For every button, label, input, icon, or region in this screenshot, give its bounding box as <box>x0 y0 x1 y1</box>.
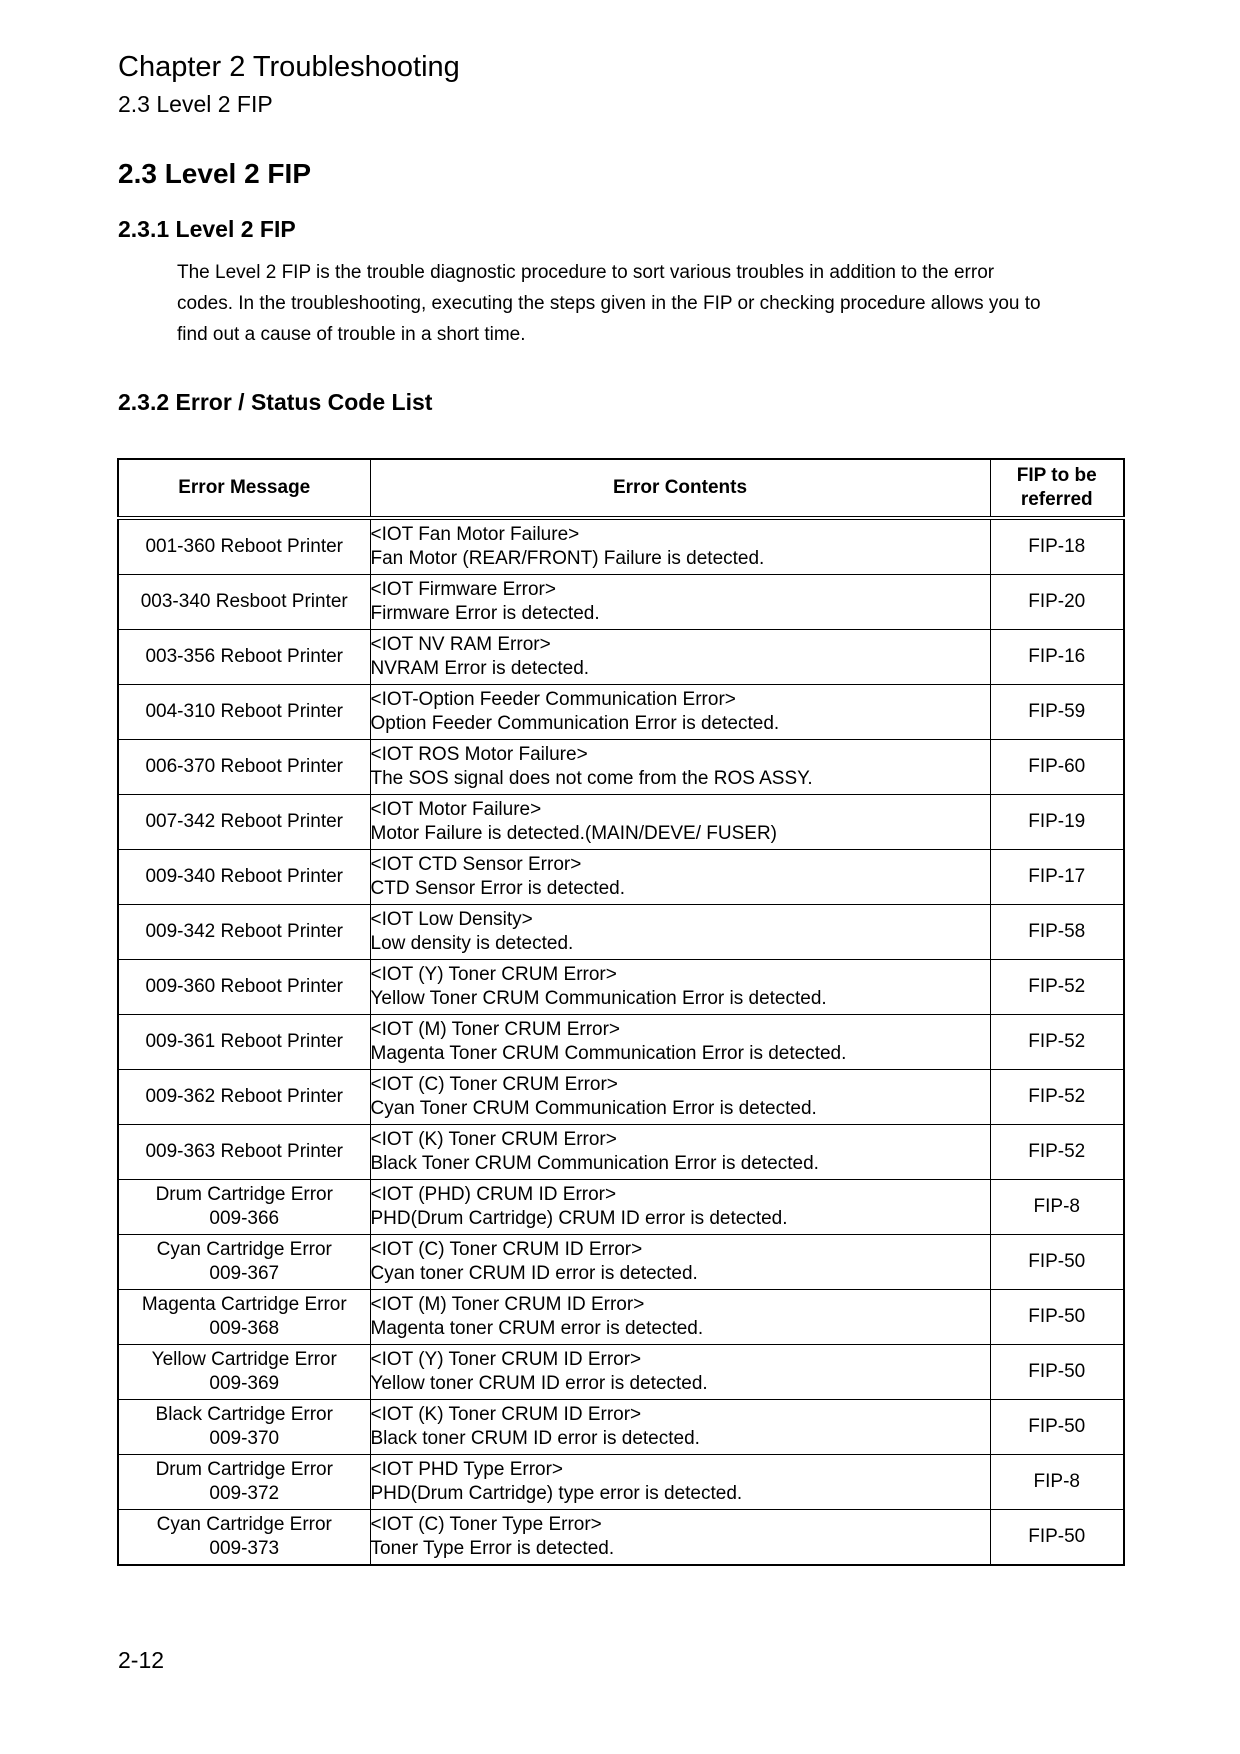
error-description: Black toner CRUM ID error is detected. <box>370 1428 700 1449</box>
error-message-text: 009-360 Reboot Printer <box>145 976 343 997</box>
chapter-section-subtitle: 2.3 Level 2 FIP <box>118 91 273 117</box>
error-description: Firmware Error is detected. <box>370 603 600 624</box>
error-message-text: 007-342 Reboot Printer <box>145 811 343 832</box>
error-description: Cyan Toner CRUM Communication Error is detected. <box>370 1098 817 1119</box>
chapter-title: Chapter 2 Troubleshooting <box>118 51 460 83</box>
error-code-name: <IOT (C) Toner Type Error> <box>370 1514 602 1535</box>
error-contents-cell <box>370 1400 990 1455</box>
table-row <box>118 1125 1124 1180</box>
table-row <box>118 1070 1124 1125</box>
error-message-cell <box>118 518 370 575</box>
table-row <box>118 1455 1124 1510</box>
fip-reference-cell: FIP-8 <box>990 1455 1124 1510</box>
error-message-cell <box>118 1510 370 1566</box>
error-contents-cell <box>370 740 990 795</box>
error-description: Toner Type Error is detected. <box>370 1538 615 1559</box>
table-row <box>118 740 1124 795</box>
table-body <box>118 518 1124 1565</box>
error-message-text: 006-370 Reboot Printer <box>145 756 343 777</box>
table-row <box>118 850 1124 905</box>
error-message-cell <box>118 1180 370 1235</box>
error-message-cell <box>118 1015 370 1070</box>
fip-reference-cell: FIP-52 <box>990 1070 1124 1125</box>
error-message-cell <box>118 685 370 740</box>
fip-reference-cell: FIP-18 <box>990 518 1124 575</box>
error-contents-cell <box>370 905 990 960</box>
table-row <box>118 905 1124 960</box>
error-contents-cell <box>370 1125 990 1180</box>
error-message-cell <box>118 1125 370 1180</box>
section-heading: 2.3 Level 2 FIP <box>118 158 311 189</box>
error-contents-cell <box>370 1235 990 1290</box>
error-message-text: Black Cartridge Error <box>155 1404 333 1425</box>
error-contents-cell <box>370 1070 990 1125</box>
header-error-contents: Error Contents <box>370 459 990 518</box>
fip-reference-cell: FIP-59 <box>990 685 1124 740</box>
fip-reference-cell: FIP-52 <box>990 960 1124 1015</box>
page-number: 2-12 <box>118 1647 165 1673</box>
intro-paragraph <box>177 257 1127 350</box>
error-code-name: <IOT CTD Sensor Error> <box>370 854 582 875</box>
error-message-cell <box>118 1400 370 1455</box>
error-contents-cell <box>370 795 990 850</box>
error-code-name: <IOT Motor Failure> <box>370 799 542 820</box>
error-description: Black Toner CRUM Communication Error is detected. <box>370 1153 819 1174</box>
fip-reference-cell: FIP-52 <box>990 1125 1124 1180</box>
error-contents-cell <box>370 960 990 1015</box>
table-row <box>118 1290 1124 1345</box>
header-fip-referred <box>990 459 1124 518</box>
fip-reference-cell: FIP-19 <box>990 795 1124 850</box>
fip-reference-cell: FIP-60 <box>990 740 1124 795</box>
table-row <box>118 1345 1124 1400</box>
error-message-text: 009-367 <box>209 1263 280 1284</box>
error-message-text: 009-361 Reboot Printer <box>145 1031 343 1052</box>
error-code-name: <IOT (C) Toner CRUM Error> <box>370 1074 618 1095</box>
error-message-text: 004-310 Reboot Printer <box>145 701 343 722</box>
table-row <box>118 1400 1124 1455</box>
error-message-text: Cyan Cartridge Error <box>156 1514 332 1535</box>
error-message-text: 009-373 <box>209 1538 280 1559</box>
fip-reference-cell: FIP-58 <box>990 905 1124 960</box>
subsection-heading-code-list: 2.3.2 Error / Status Code List <box>118 389 433 415</box>
error-code-name: <IOT (M) Toner CRUM ID Error> <box>370 1294 645 1315</box>
error-contents-cell <box>370 575 990 630</box>
error-contents-cell <box>370 1455 990 1510</box>
error-message-text: 009-362 Reboot Printer <box>145 1086 343 1107</box>
error-description: Motor Failure is detected.(MAIN/DEVE/ FUSER) <box>370 823 777 844</box>
error-contents-cell <box>370 518 990 575</box>
error-description: Magenta Toner CRUM Communication Error is detected. <box>370 1043 847 1064</box>
error-description: NVRAM Error is detected. <box>370 658 590 679</box>
error-code-name: <IOT (M) Toner CRUM Error> <box>370 1019 621 1040</box>
table-row <box>118 685 1124 740</box>
error-message-cell <box>118 1235 370 1290</box>
error-message-text: Cyan Cartridge Error <box>156 1239 332 1260</box>
intro-line: find out a cause of trouble in a short time. <box>177 324 526 345</box>
error-code-name: <IOT Low Density> <box>370 909 533 930</box>
table-row <box>118 1015 1124 1070</box>
error-description: Magenta toner CRUM error is detected. <box>370 1318 704 1339</box>
error-message-cell <box>118 1290 370 1345</box>
error-message-cell <box>118 1070 370 1125</box>
error-message-text: Magenta Cartridge Error <box>141 1294 347 1315</box>
error-contents-cell <box>370 685 990 740</box>
table-row <box>118 630 1124 685</box>
error-description: Yellow toner CRUM ID error is detected. <box>370 1373 708 1394</box>
error-message-text: 009-372 <box>209 1483 280 1504</box>
error-message-cell <box>118 795 370 850</box>
error-message-text: 009-342 Reboot Printer <box>145 921 343 942</box>
error-contents-cell <box>370 630 990 685</box>
error-contents-cell <box>370 1180 990 1235</box>
error-description: CTD Sensor Error is detected. <box>370 878 625 899</box>
error-description: The SOS signal does not come from the ROS ASSY. <box>370 768 813 789</box>
fip-reference-cell: FIP-16 <box>990 630 1124 685</box>
error-description: Low density is detected. <box>370 933 574 954</box>
fip-reference-cell: FIP-50 <box>990 1290 1124 1345</box>
error-message-text: 009-369 <box>209 1373 280 1394</box>
subsection-heading-level2-fip: 2.3.1 Level 2 FIP <box>118 216 296 242</box>
error-description: PHD(Drum Cartridge) CRUM ID error is detected. <box>370 1208 788 1229</box>
error-message-text: 009-370 <box>209 1428 280 1449</box>
table-row <box>118 518 1124 575</box>
fip-reference-cell: FIP-52 <box>990 1015 1124 1070</box>
error-description: PHD(Drum Cartridge) type error is detected. <box>370 1483 743 1504</box>
table-row <box>118 960 1124 1015</box>
error-description: Yellow Toner CRUM Communication Error is detected. <box>370 988 827 1009</box>
error-contents-cell <box>370 1290 990 1345</box>
error-code-name: <IOT (K) Toner CRUM Error> <box>370 1129 617 1150</box>
error-message-cell <box>118 575 370 630</box>
table-row <box>118 795 1124 850</box>
error-code-table <box>117 458 1125 1566</box>
error-code-name: <IOT Fan Motor Failure> <box>370 524 580 545</box>
error-code-name: <IOT ROS Motor Failure> <box>370 744 588 765</box>
table-row <box>118 1180 1124 1235</box>
error-message-text: 009-366 <box>209 1208 280 1229</box>
error-code-name: <IOT (K) Toner CRUM ID Error> <box>370 1404 642 1425</box>
error-message-cell <box>118 905 370 960</box>
error-message-text: Yellow Cartridge Error <box>151 1349 337 1370</box>
table-row <box>118 1235 1124 1290</box>
error-code-name: <IOT (PHD) CRUM ID Error> <box>370 1184 617 1205</box>
fip-reference-cell: FIP-8 <box>990 1180 1124 1235</box>
header-fip-line: referred <box>1020 489 1093 510</box>
error-message-text: 009-363 Reboot Printer <box>145 1141 343 1162</box>
error-contents-cell <box>370 1510 990 1566</box>
fip-reference-cell: FIP-50 <box>990 1400 1124 1455</box>
error-message-text: 003-356 Reboot Printer <box>145 646 343 667</box>
fip-reference-cell: FIP-17 <box>990 850 1124 905</box>
error-message-text: 001-360 Reboot Printer <box>145 536 343 557</box>
fip-reference-cell: FIP-20 <box>990 575 1124 630</box>
error-contents-cell <box>370 1015 990 1070</box>
fip-reference-cell: FIP-50 <box>990 1510 1124 1566</box>
error-code-name: <IOT PHD Type Error> <box>370 1459 564 1480</box>
fip-reference-cell: FIP-50 <box>990 1235 1124 1290</box>
error-code-name: <IOT (C) Toner CRUM ID Error> <box>370 1239 643 1260</box>
header-fip-line: FIP to be <box>1016 465 1097 486</box>
intro-line: codes. In the troubleshooting, executing the steps given in the FIP or checking procedure allows you to <box>177 293 1041 314</box>
error-contents-cell <box>370 1345 990 1400</box>
error-message-cell <box>118 1455 370 1510</box>
error-message-cell <box>118 630 370 685</box>
error-message-text: Drum Cartridge Error <box>155 1184 333 1205</box>
error-code-name: <IOT (Y) Toner CRUM Error> <box>370 964 617 985</box>
error-message-text: 003-340 Resboot Printer <box>140 591 348 612</box>
intro-line: The Level 2 FIP is the trouble diagnostic procedure to sort various troubles in addition to the error <box>177 262 995 283</box>
error-contents-cell <box>370 850 990 905</box>
error-code-name: <IOT NV RAM Error> <box>370 634 551 655</box>
error-code-name: <IOT Firmware Error> <box>370 579 556 600</box>
error-message-text: 009-368 <box>209 1318 280 1339</box>
table-row <box>118 1510 1124 1566</box>
table-row <box>118 575 1124 630</box>
error-description: Option Feeder Communication Error is detected. <box>370 713 780 734</box>
error-message-cell <box>118 960 370 1015</box>
error-code-name: <IOT-Option Feeder Communication Error> <box>370 689 736 710</box>
error-description: Fan Motor (REAR/FRONT) Failure is detected. <box>370 548 765 569</box>
error-message-text: 009-340 Reboot Printer <box>145 866 343 887</box>
table-header-row <box>118 459 1124 518</box>
error-message-text: Drum Cartridge Error <box>155 1459 333 1480</box>
error-message-cell <box>118 740 370 795</box>
error-message-cell <box>118 1345 370 1400</box>
error-message-cell <box>118 850 370 905</box>
error-description: Cyan toner CRUM ID error is detected. <box>370 1263 698 1284</box>
error-code-name: <IOT (Y) Toner CRUM ID Error> <box>370 1349 642 1370</box>
fip-reference-cell: FIP-50 <box>990 1345 1124 1400</box>
header-error-message: Error Message <box>118 459 370 518</box>
